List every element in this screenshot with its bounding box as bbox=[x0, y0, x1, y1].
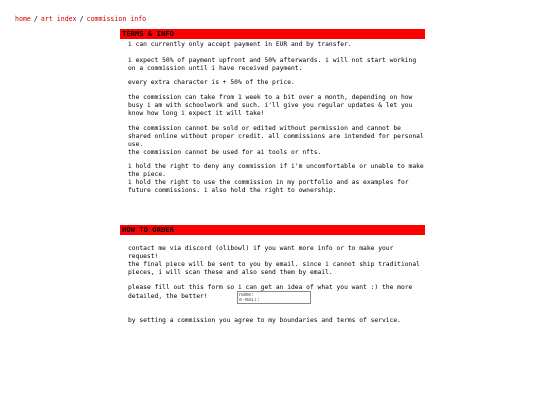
terms-text: the commission cannot be sold or edited without permission and cannot be shared online without proper credit. all commissions are intended for personal use. bbox=[128, 125, 424, 148]
terms-paragraph-payment bbox=[128, 41, 425, 49]
breadcrumb-separator: / bbox=[79, 15, 84, 23]
email-field[interactable] bbox=[238, 298, 312, 304]
terms-text: i hold the right to use the commission in my portfolio and as examples for future commissions. i also hold the right to ownership. bbox=[128, 179, 409, 194]
terms-paragraph-deny bbox=[128, 163, 425, 195]
terms-paragraph-rights bbox=[128, 125, 425, 157]
terms-paragraph-extra bbox=[128, 79, 425, 87]
order-text: the final piece will be sent to you by email. since i cannot ship traditional pieces, i will scan these and also send them by email. bbox=[128, 261, 420, 276]
order-text: please fill out this form so i can get an idea of what you want :) the more detailed, the better! bbox=[128, 284, 413, 300]
order-heading: HOW TO ORDER bbox=[120, 225, 425, 235]
breadcrumb bbox=[15, 15, 146, 23]
terms-paragraph-duration bbox=[128, 94, 425, 118]
terms-text: i hold the right to deny any commission if i'm uncomfortable or unable to make the piece. bbox=[128, 163, 424, 178]
terms-paragraph-upfront bbox=[128, 57, 425, 73]
order-paragraph-contact bbox=[128, 245, 425, 277]
terms-text: i can currently only accept payment in EUR and by transfer. bbox=[128, 41, 352, 48]
terms-text: the commission can take from 1 week to a bit over a month, depending on how busy i am with schoolwork and such. i'll give you regular updates & let you know how long i expect it will take! bbox=[128, 94, 413, 117]
order-paragraph-agreement bbox=[128, 317, 425, 325]
terms-text: i expect 50% of payment upfront and 50% afterwards. i will not start working on a commission until i have received payment. bbox=[128, 57, 417, 72]
breadcrumb-separator: / bbox=[33, 15, 38, 23]
terms-text: the commission cannot be used for ai tools or nfts. bbox=[128, 149, 322, 156]
order-text: by setting a commission you agree to my boundaries and terms of service. bbox=[128, 317, 401, 324]
home-link[interactable]: home bbox=[15, 15, 31, 23]
commission-info-link[interactable]: commission info bbox=[86, 15, 147, 23]
terms-text: every extra character is + 50% of the price. bbox=[128, 79, 295, 86]
terms-heading: TERMS & INFO bbox=[120, 29, 425, 39]
order-form bbox=[237, 291, 311, 304]
order-text: contact me via discord (olibowl) if you want more info or to make your request! bbox=[128, 245, 394, 260]
art-index-link[interactable]: art index bbox=[40, 15, 77, 23]
